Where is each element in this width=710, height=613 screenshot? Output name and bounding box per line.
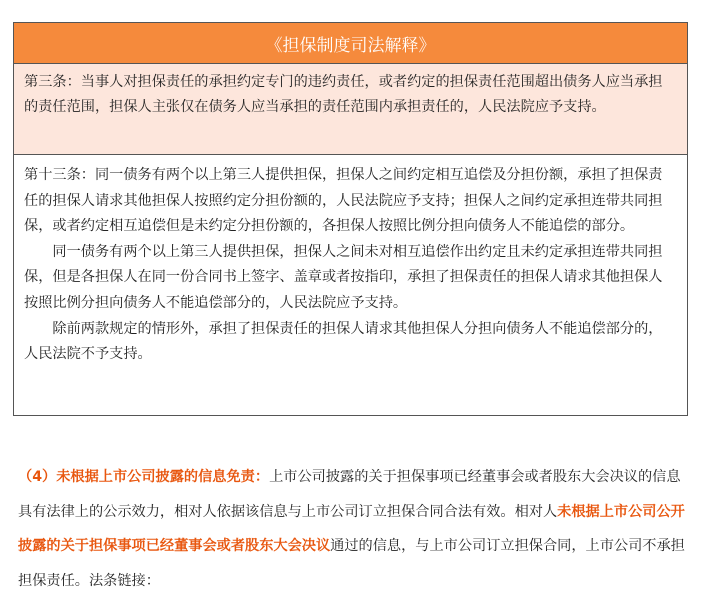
- article-13-para-1: 第十三条：同一债务有两个以上第三人提供担保，担保人之间约定相互追偿及分担份额，承担了担保责任的担保人请求其他担保人按照约定分担份额的，人民法院应予支持；担保人之间约定承担连带共同担保，或者约定相互追偿但是未约定分担份额的，各担保人按照比例分担向债务人不能追偿的部分。: [24, 167, 663, 235]
- article-13-para-3: 除前两款规定的情形外，承担了担保责任的担保人请求其他担保人分担向债务人不能追偿部分的，人民法院不予支持。: [24, 320, 663, 363]
- article-13-cell: [14, 155, 687, 415]
- table-title: 《担保制度司法解释》: [14, 23, 687, 64]
- article-13-para-2: 同一债务有两个以上第三人提供担保，担保人之间未对相互追偿作出约定且未约定承担连带共同担保，但是各担保人在同一份合同书上签字、盖章或者按指印，承担了担保责任的担保人请求其他担保人按照比例分担向债务人不能追偿部分的，人民法院应予支持。: [24, 243, 663, 311]
- body-text-2: 通过的信息，与上市公司订立担保合同，上市公司不承担担保责任。法条链接：: [18, 538, 685, 589]
- highlight-text: 未根据上市公司公开披露的关于担保事项已经董事会或者股东大会决议: [18, 503, 685, 554]
- body-paragraph: [18, 460, 690, 598]
- body-text-1: 上市公司披露的关于担保事项已经董事会或者股东大会决议的信息具有法律上的公示效力，相对人依据该信息与上市公司订立担保合同合法有效。相对人: [18, 469, 681, 520]
- law-table: [13, 22, 688, 416]
- section-heading: （4）未根据上市公司披露的信息免责：: [18, 469, 270, 485]
- article-3-text: 第三条：当事人对担保责任的承担约定专门的违约责任，或者约定的担保责任范围超出债务人应当承担的责任范围，担保人主张仅在债务人应当承担的责任范围内承担责任的，人民法院应予支持。: [14, 64, 687, 155]
